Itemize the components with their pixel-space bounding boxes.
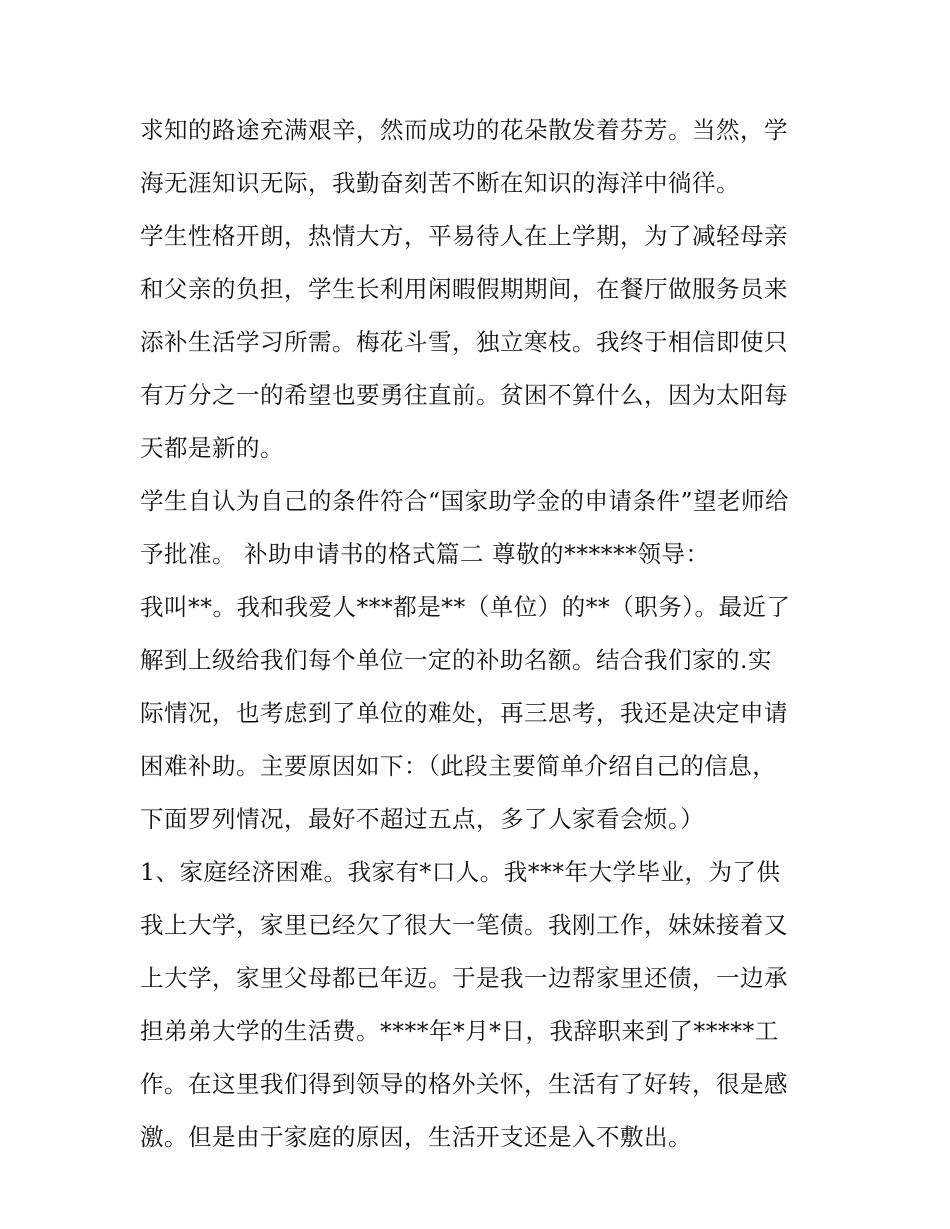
text-line: 解到上级给我们每个单位一定的补助名额。结合我们家的.实 xyxy=(140,646,772,674)
text-line: 有万分之一的希望也要勇往直前。贫困不算什么，因为太阳每 xyxy=(140,381,788,409)
text-line: 予批准。 补助申请书的格式篇二 尊敬的******领导： xyxy=(140,540,710,568)
text-line: 作。在这里我们得到领导的格外关怀，生活有了好转，很是感 xyxy=(140,1070,788,1098)
text-line: 际情况，也考虑到了单位的难处，再三思考，我还是决定申请 xyxy=(140,699,788,727)
text-line: 下面罗列情况，最好不超过五点，多了人家看会烦。） xyxy=(140,805,705,833)
text-line: 求知的路途充满艰辛，然而成功的花朵散发着芬芳。当然，学 xyxy=(140,116,788,144)
text-line: 我上大学，家里已经欠了很大一笔债。我刚工作，妹妹接着又 xyxy=(140,911,788,939)
text-line: 添补生活学习所需。梅花斗雪，独立寒枝。我终于相信即使只 xyxy=(140,328,788,356)
text-line: 和父亲的负担，学生长利用闲暇假期期间，在餐厅做服务员来 xyxy=(140,275,788,303)
text-line: 学生自认为自己的条件符合“国家助学金的申请条件”望老师给 xyxy=(140,487,790,515)
text-line: 学生性格开朗，热情大方，平易待人在上学期，为了减轻母亲 xyxy=(140,222,788,250)
text-line: 上大学，家里父母都已年迈。于是我一边帮家里还债，一边承 xyxy=(140,964,788,992)
text-line: 天都是新的。 xyxy=(140,434,284,462)
text-line: 海无涯知识无际，我勤奋刻苦不断在知识的海洋中徜徉。 xyxy=(140,169,740,197)
text-line: 我叫**。我和我爱人***都是**（单位）的**（职务）。最近了 xyxy=(140,593,791,621)
text-line: 1、家庭经济困难。我家有*口人。我***年大学毕业，为了供 xyxy=(140,858,781,886)
text-line: 担弟弟大学的生活费。****年*月*日，我辞职来到了*****工 xyxy=(140,1017,779,1045)
text-line: 激。但是由于家庭的原因，生活开支还是入不敷出。 xyxy=(140,1123,692,1151)
text-line: 困难补助。主要原因如下：（此段主要简单介绍自己的信息， xyxy=(140,752,777,780)
document-body xyxy=(140,104,820,1164)
